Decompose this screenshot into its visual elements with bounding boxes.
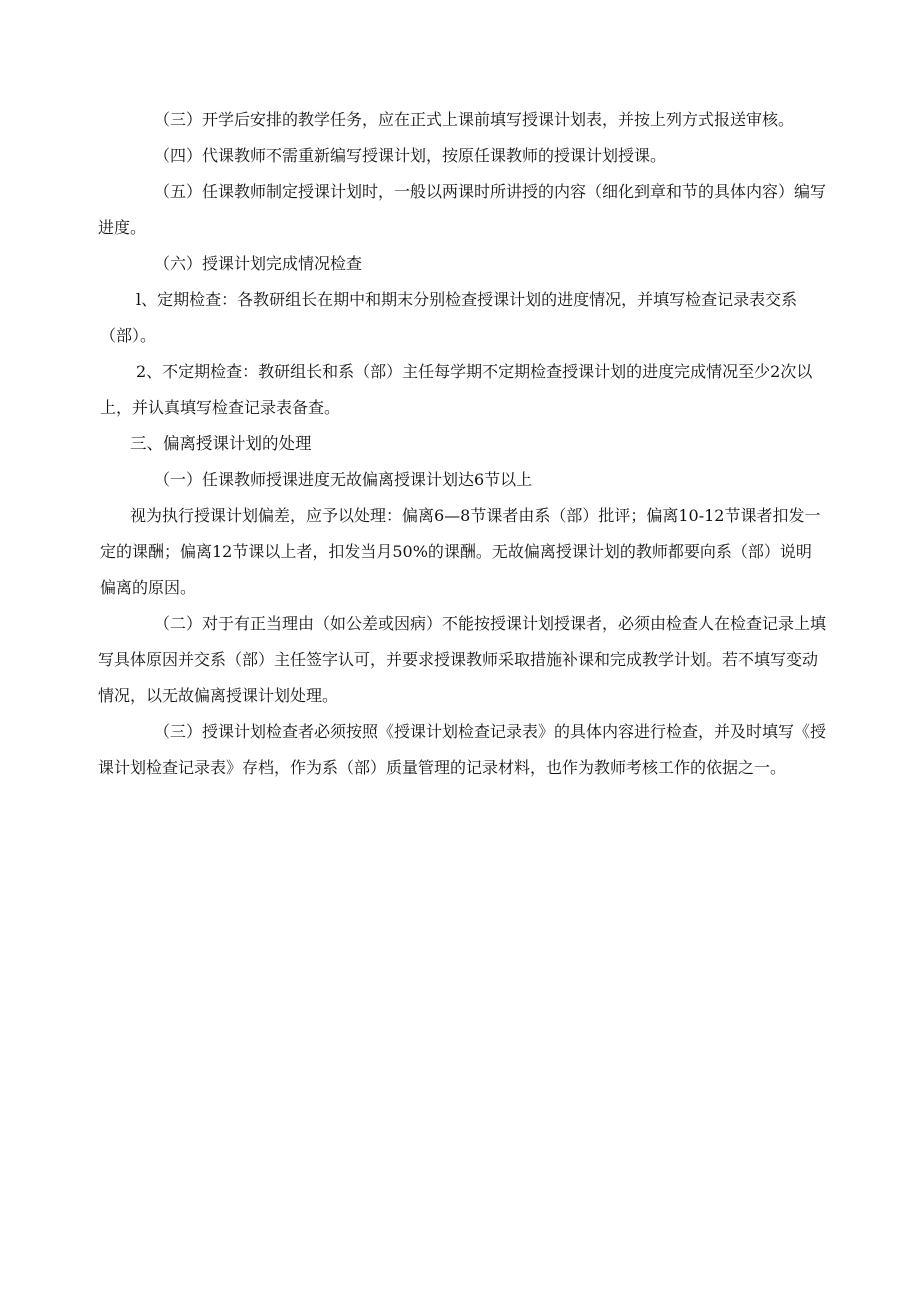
paragraph-deviation-penalties: 视为执行授课计划偏差，应予以处理：偏离6—8节课者由系（部）批评；偏离10-12节课者扣发一定的课酬；偏离12节课以上者，扣发当月50%的课酬。无故偏离授课计划的教师都要向系（部）说明偏离的原因。 [100,506,821,597]
paragraph-completion-check-heading: （六）授课计划完成情况检查 [154,254,363,273]
paragraph-irregular-check: 2、不定期检查：教研组长和系（部）主任每学期不定期检查授课计划的进度完成情况至少2次以上，并认真填写检查记录表备查。 [100,362,813,417]
section-heading-deviation-handling: 三、偏离授课计划的处理 [130,434,312,453]
paragraph-teaching-task-report: （三）开学后安排的教学任务，应在正式上课前填写授课计划表，并按上列方式报送审核。 [154,110,795,129]
paragraph-inspection-record: （三）授课计划检查者必须按照《授课计划检查记录表》的具体内容进行检查，并及时填写《授课计划检查记录表》存档，作为系（部）质量管理的记录材料，也作为教师考核工作的依据之一。 [98,722,827,777]
paragraph-deviation-threshold: （一）任课教师授课进度无故偏离授课计划达6节以上 [154,470,533,489]
paragraph-regular-check: l、定期检查：各教研组长在期中和期末分别检查授课计划的进度情况，并填写检查记录表交系（部）。 [100,290,798,345]
paragraph-plan-progress: （五）任课教师制定授课计划时，一般以两课时所讲授的内容（细化到章和节的具体内容）编写进度。 [98,182,827,237]
paragraph-justified-absence: （二）对于有正当理由（如公差或因病）不能按授课计划授课者，必须由检查人在检查记录上填写具体原因并交系（部）主任签字认可，并要求授课教师采取措施补课和完成教学计划。若不填写变动情况，以无故偏离授课计划处理。 [98,614,827,705]
paragraph-substitute-teacher: （四）代课教师不需重新编写授课计划，按原任课教师的授课计划授课。 [154,146,667,165]
